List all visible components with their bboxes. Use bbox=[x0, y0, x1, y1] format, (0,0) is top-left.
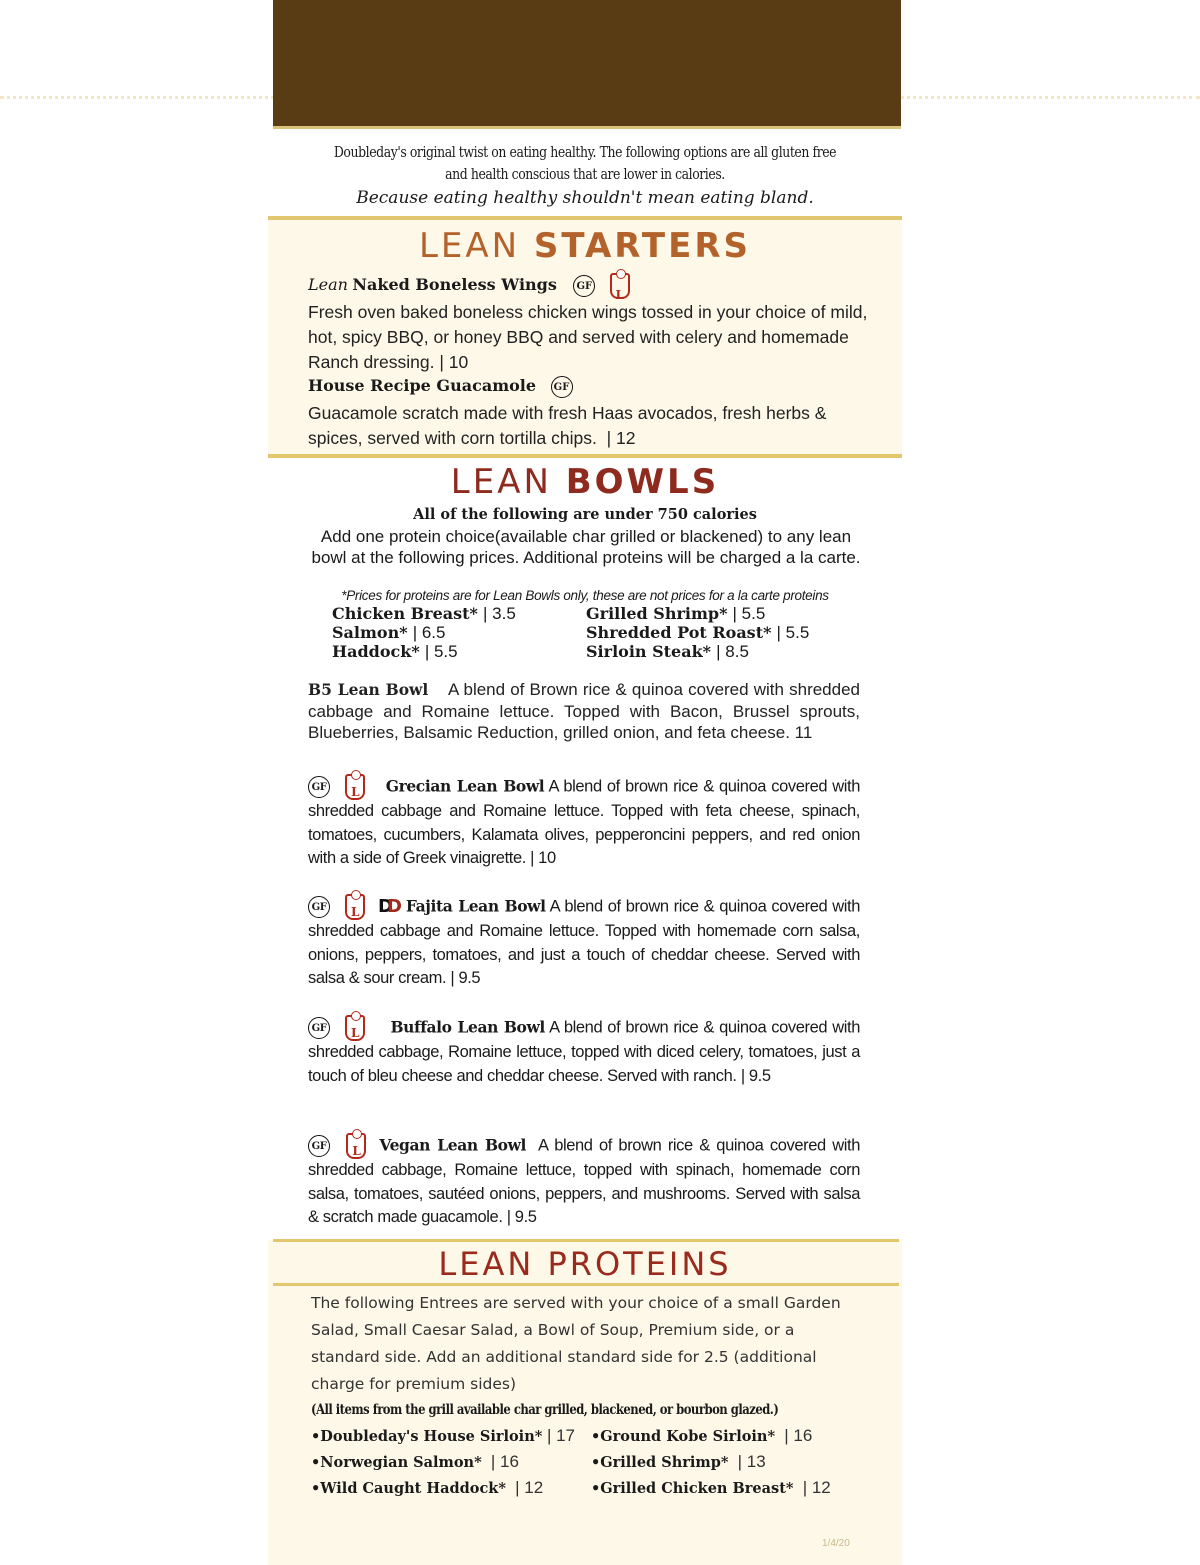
bowl-protein-item: Chicken Breast* | 3.5 bbox=[332, 604, 516, 623]
proteins-top-rule bbox=[273, 1239, 899, 1242]
gluten-free-icon: GF bbox=[308, 1017, 330, 1039]
starters-title: LEAN STARTERS bbox=[418, 226, 752, 266]
scale-lean-icon bbox=[610, 273, 630, 299]
bowl-item-buffalo: GF L Buffalo Lean Bowl A blend of brown rice & quinoa covered with shredded cabbage, Romaine lettuce, topped with diced celery, tomatoes, just a touch of bleu cheese and cheddar cheese. Served with ranch. | 9.5 bbox=[308, 1015, 860, 1088]
scale-lean-icon bbox=[345, 1015, 365, 1041]
bowls-note: Add one protein choice(available char grilled or blackened) to any lean bowl at the following prices. Additional proteins will be charged a la carte. bbox=[311, 527, 861, 567]
bowl-item-grecian: GF L Grecian Lean Bowl A blend of brown rice & quinoa covered with shredded cabbage and Romaine lettuce. Topped with feta cheese, spinach, tomatoes, cucumbers, Kalamata olives, pepperoncini peppers, and red onion with a side of Greek vinaigrette. | 10 bbox=[308, 774, 860, 871]
scale-lean-icon bbox=[346, 1133, 366, 1159]
menu-page bbox=[268, 0, 902, 1565]
bowl-protein-item: Grilled Shrimp* | 5.5 bbox=[586, 604, 766, 623]
proteins-description: The following Entrees are served with your choice of a small Garden Salad, Small Caesar Salad, a Bowl of Soup, Premium side, or a standard side. Add an additional standard side for 2.5 (additional charge for premium sides) bbox=[311, 1294, 841, 1393]
intro bbox=[268, 142, 902, 210]
proteins-title: LEAN PROTEINS bbox=[438, 1245, 732, 1283]
bowl-item-vegan: GF L Vegan Lean Bowl A blend of brown rice & quinoa covered with shredded cabbage, Romaine lettuce, topped with spinach, homemade corn salsa, tomatoes, sautéed onions, peppers, and mushrooms. Served with salsa & scratch made guacamole. | 9.5 bbox=[308, 1133, 860, 1230]
lean-protein-item: •Doubleday's House Sirloin* | 17 bbox=[311, 1426, 575, 1445]
menu-date: 1/4/20 bbox=[822, 1538, 850, 1549]
starter-item-wings bbox=[308, 270, 868, 375]
scale-lean-icon bbox=[345, 774, 365, 800]
wings-price: | 10 bbox=[439, 352, 469, 372]
guacamole-name: House Recipe Guacamole bbox=[308, 376, 537, 395]
intro-line-1: Doubleday's original twist on eating healthy. The following options are all gluten free bbox=[333, 145, 837, 161]
gluten-free-icon: GF bbox=[573, 275, 595, 297]
bowl-protein-item: Shredded Pot Roast* | 5.5 bbox=[586, 623, 810, 642]
lean-protein-item: •Ground Kobe Sirloin* | 16 bbox=[591, 1426, 813, 1445]
bowls-fineprint: *Prices for proteins are for Lean Bowls only, these are not prices for a la carte proteins bbox=[341, 588, 829, 603]
bowl-protein-item: Haddock* | 5.5 bbox=[332, 642, 458, 661]
starters-top-rule bbox=[268, 216, 902, 220]
guacamole-description: Guacamole scratch made with fresh Haas avocados, fresh herbs & spices, served with corn tortilla chips. | 12 bbox=[308, 403, 827, 448]
bowls-subtitle: All of the following are under 750 calories bbox=[413, 506, 757, 523]
intro-tagline: Because eating healthy shouldn't mean eating bland. bbox=[356, 188, 814, 208]
gluten-free-icon: GF bbox=[308, 1135, 330, 1157]
bowl-protein-item: Salmon* | 6.5 bbox=[332, 623, 446, 642]
bowl-item-fajita: GF L DD Fajita Lean Bowl A blend of brown rice & quinoa covered with shredded cabbage and Romaine lettuce. Topped with homemade corn salsa, onions, peppers, tomatoes, and just a touch of cheddar cheese. Served with salsa & sour cream. | 9.5 bbox=[308, 894, 860, 991]
lean-protein-item: •Grilled Chicken Breast* | 12 bbox=[591, 1478, 831, 1497]
lean-protein-item: •Wild Caught Haddock* | 12 bbox=[311, 1478, 544, 1497]
gluten-free-icon: GF bbox=[308, 776, 330, 798]
header-banner bbox=[273, 0, 901, 126]
wings-prefix: Lean bbox=[308, 275, 348, 294]
starter-item-guacamole bbox=[308, 371, 868, 451]
bowl-protein-item: Sirloin Steak* | 8.5 bbox=[586, 642, 749, 661]
wings-description: Fresh oven baked boneless chicken wings tossed in your choice of mild, hot, spicy BBQ, or honey BBQ and served with celery and homemade Ranch dressing. | 10 bbox=[308, 302, 868, 372]
proteins-grill-note: (All items from the grill available char grilled, blackened, or bourbon glazed.) bbox=[311, 1402, 779, 1418]
intro-line-2: and health conscious that are lower in calories. bbox=[445, 167, 725, 183]
lean-protein-item: •Norwegian Salmon* | 16 bbox=[311, 1452, 519, 1471]
bowls-title: LEAN BOWLS bbox=[450, 462, 720, 502]
starters-bottom-rule bbox=[268, 454, 902, 458]
lean-protein-item: •Grilled Shrimp* | 13 bbox=[591, 1452, 766, 1471]
bowl-item-b5: B5 Lean Bowl A blend of Brown rice & quinoa covered with shredded cabbage and Romaine lettuce. Topped with Bacon, Brussel sprouts, Blueberries, Balsamic Reduction, grilled onion, and feta cheese. 11 bbox=[308, 680, 861, 742]
banner-rule bbox=[273, 126, 901, 129]
proteins-title-rule bbox=[273, 1283, 899, 1286]
wings-name: Naked Boneless Wings bbox=[352, 275, 557, 294]
gluten-free-icon: GF bbox=[308, 896, 330, 918]
gluten-free-icon: GF bbox=[551, 376, 573, 398]
doubleday-dd-logo-icon: DD bbox=[378, 896, 396, 918]
scale-lean-icon bbox=[345, 894, 365, 920]
guacamole-price: | 12 bbox=[606, 428, 636, 448]
